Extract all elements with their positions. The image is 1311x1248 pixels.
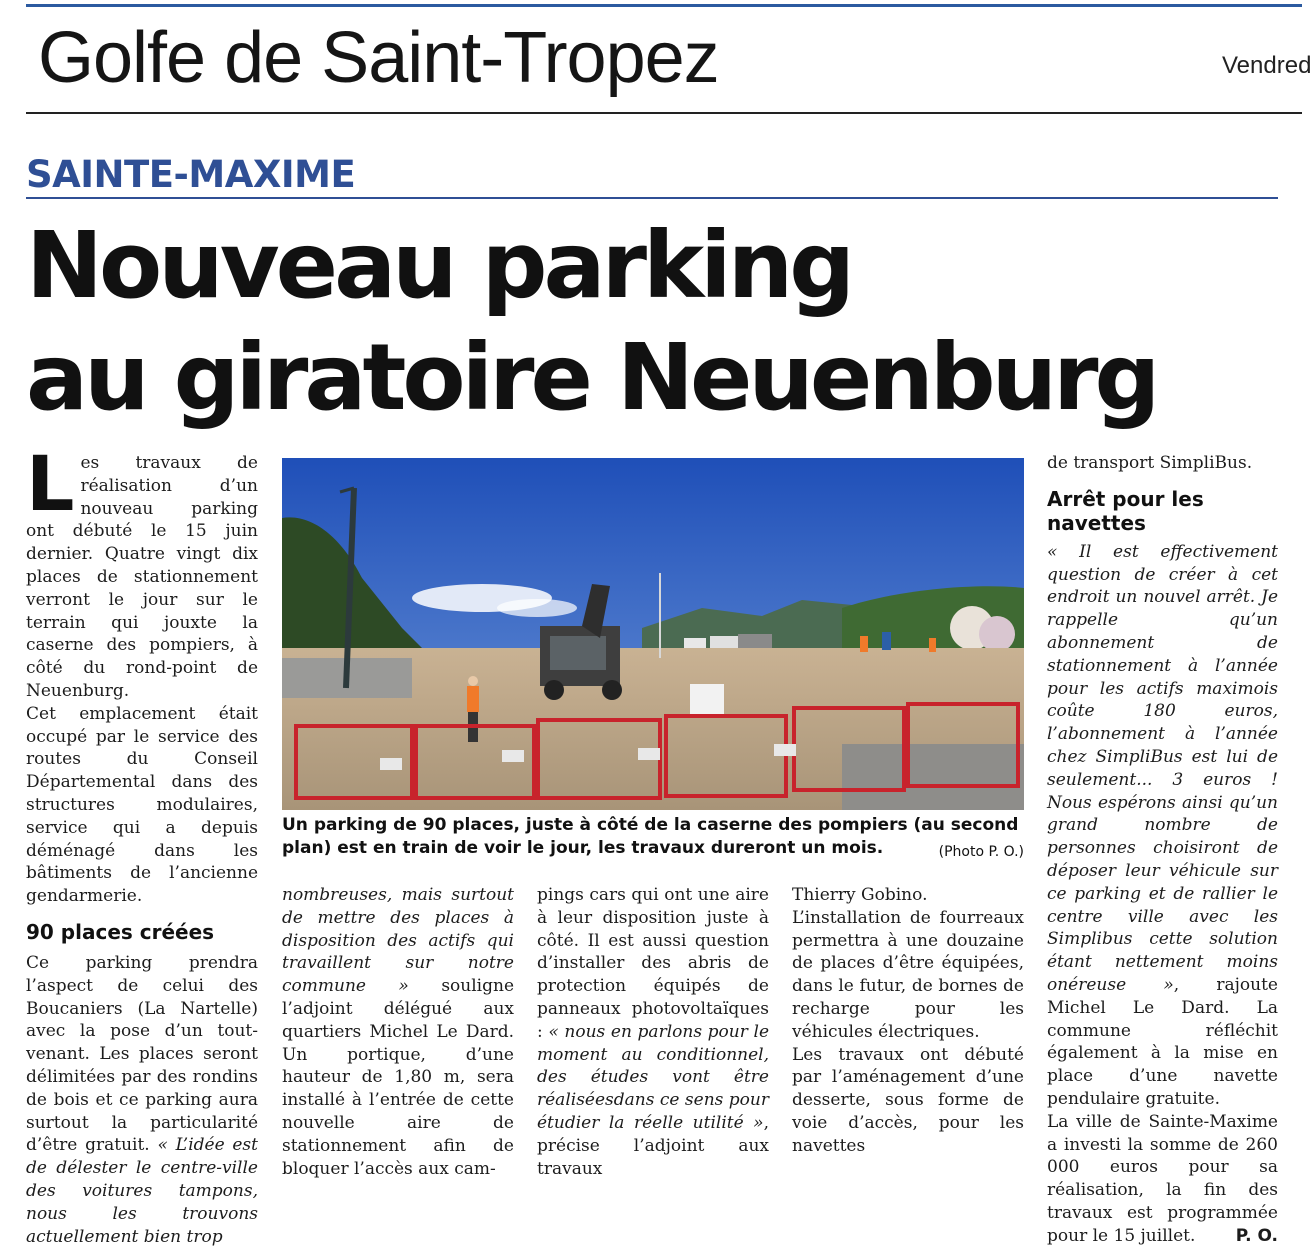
column-4 xyxy=(792,884,1024,1158)
top-rule xyxy=(26,4,1302,7)
paragraph xyxy=(1047,1111,1278,1248)
paragraph xyxy=(282,884,514,1180)
column-2 xyxy=(282,884,514,1180)
paragraph: Thierry Gobino. xyxy=(792,885,928,905)
paragraph-text: pings cars qui ont une aire à leur disposition juste à côté. Il est aussi question d’installer des abris de protection équipés de panneaux photovoltaïques : xyxy=(537,885,769,1042)
paragraph xyxy=(537,884,769,1180)
column-3 xyxy=(537,884,769,1180)
intro-text: es travaux de réalisation d’un nouveau parking ont débuté le 15 juin dernier. Quatre vingt dix places de stationnement verront le jour sur le terrain qui jouxte la caserne des pompiers, à côté du rond-point de Neuenburg. xyxy=(26,453,258,701)
paragraph: L’installation de fourreaux permettra à une douzaine de places d’être équipées, dans le futur, de bornes de recharge pour les véhicules électriques. xyxy=(792,907,1024,1042)
intro-paragraph xyxy=(26,439,258,703)
photo-caption xyxy=(282,814,1024,864)
paragraph-text: La ville de Sainte-Maxime a investi la somme de 260 000 euros pour sa réalisation, la fin des travaux est programmée pour le 15 juillet. xyxy=(1047,1111,1278,1246)
paragraph-text: souligne l’adjoint délégué aux quartiers Michel Le Dard. Un portique, d’une hauteur de 1,80 m, sera installé à l’entrée de cette nouvelle aire de stationnement afin de bloquer l’accès aux cam- xyxy=(282,976,514,1179)
subhead-arret: Arrêt pour les navettes xyxy=(1047,486,1204,535)
paragraph-text: , rajoute Michel Le Dard. La commune réfléchit également à la mise en place d’une navette pendulaire gratuite. xyxy=(1047,974,1278,1109)
article-photo xyxy=(282,458,1024,810)
quote-text: « Il est effectivement question de créer à cet endroit un nouvel arrêt. Je rappelle qu’un abonnement de stationnement à l’année pour les actifs maximois coûte 180 euros, l’abonnement à l’année chez SimpliBus est lui de seulement... 3 euros ! Nous espérons ainsi qu’un grand nombre de personnes choisiront de déposer leur véhicule sur ce parking et de rallier le centre ville avec les Simplibus cette solution étant nettement moins onéreuse » xyxy=(1047,541,1278,995)
article-headline xyxy=(26,210,1156,434)
photo-credit: (Photo P. O.) xyxy=(938,844,1024,860)
paragraph: Les travaux ont débuté par l’aménagement d’une desserte, sous forme de voie d’accès, pour les navettes xyxy=(792,1044,1024,1156)
drop-cap: L xyxy=(26,439,75,528)
subhead-places: 90 places créées xyxy=(26,919,215,944)
quote-text: nombreuses, mais surtout de mettre des places à disposition des actifs qui travaillent sur notre commune » xyxy=(282,885,514,997)
kicker-rule xyxy=(26,197,1278,199)
quote-text: « L’idée est de délester le centre-ville des voitures tampons, nous les trouvons actuellement bien trop xyxy=(26,1135,258,1247)
paragraph: de transport SimpliBus. xyxy=(1047,453,1253,473)
paragraph-text: , précise l’adjoint aux travaux xyxy=(537,1112,769,1179)
paragraph xyxy=(1047,541,1278,1111)
column-1 xyxy=(26,439,258,1248)
caption-text: Un parking de 90 places, juste à côté de la caserne des pompiers (au second plan) est en train de voir le jour, les travaux dureront un mois. xyxy=(282,815,1019,858)
masthead-date: Vendred xyxy=(1222,52,1311,79)
masthead-rule xyxy=(26,112,1302,114)
author-signature: P. O. xyxy=(1235,1225,1278,1246)
column-5 xyxy=(1047,452,1278,1248)
paragraph-text: Ce parking prendra l’aspect de celui des Boucaniers (La Nartelle) avec la pose d’un tout-venant. Les places seront délimitées par des rondins de bois et ce parking aura surtout la particularité d’être gratuit. xyxy=(26,952,258,1156)
paragraph xyxy=(26,952,258,1248)
masthead-title: Golfe de Saint-Tropez xyxy=(38,18,719,98)
headline-line-2: au giratoire Neuenburg xyxy=(26,324,1157,431)
headline-line-1: Nouveau parking xyxy=(26,212,852,319)
construction-site-photo xyxy=(282,458,1024,810)
quote-text: « nous en parlons pour le moment au conditionnel, des études vont être réaliséesdans ce sens pour étudier la réelle utilité » xyxy=(537,1021,769,1133)
paragraph: Cet emplacement était occupé par le service des routes du Conseil Départemental dans des structures modulaires, service qui a depuis déménagé dans les bâtiments de l’ancienne gendarmerie. xyxy=(26,703,258,907)
section-kicker: SAINTE-MAXIME xyxy=(26,153,356,196)
